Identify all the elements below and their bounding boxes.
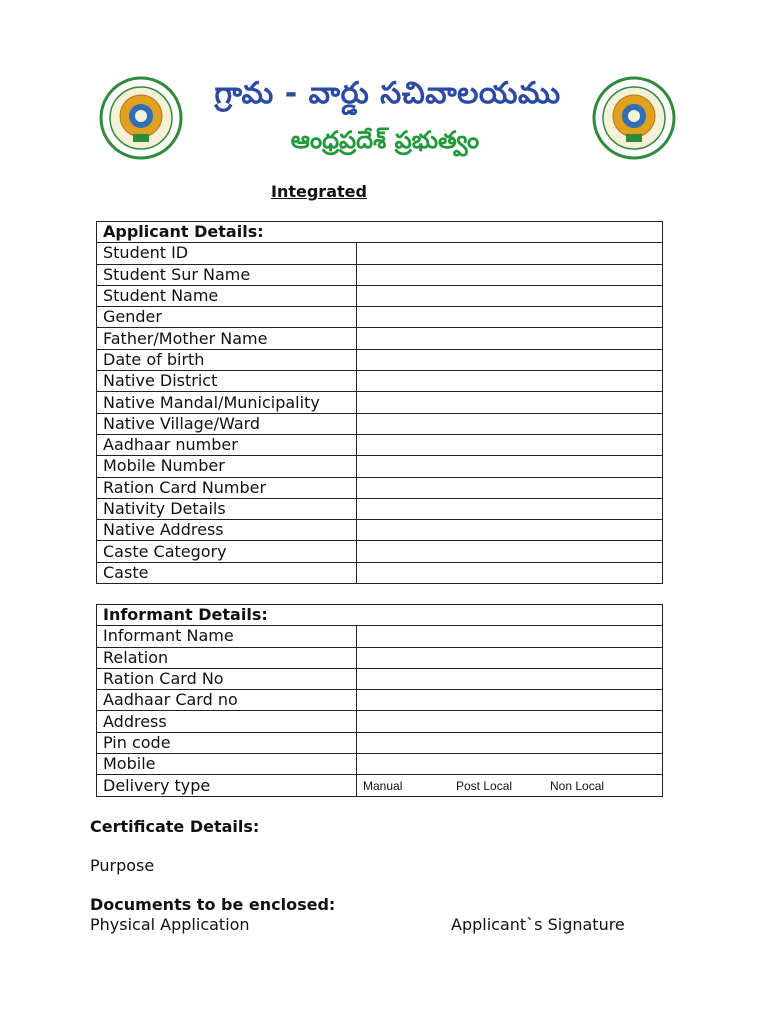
field-label: Native District — [97, 371, 357, 392]
field-value-cell[interactable] — [357, 371, 663, 392]
table-row — [97, 668, 663, 689]
field-value-cell[interactable] — [357, 307, 663, 328]
government-seal-icon — [592, 76, 676, 160]
field-label: Aadhaar number — [97, 434, 357, 455]
field-label: Father/Mother Name — [97, 328, 357, 349]
table-row — [97, 498, 663, 519]
field-value-cell[interactable] — [357, 434, 663, 455]
field-value-cell[interactable] — [357, 520, 663, 541]
table-row — [97, 264, 663, 285]
delivery-option[interactable]: Manual — [363, 778, 403, 793]
table-row — [97, 456, 663, 477]
field-label: Informant Name — [97, 626, 357, 647]
table-row — [97, 392, 663, 413]
field-label: Date of birth — [97, 349, 357, 370]
field-label: Native Mandal/Municipality — [97, 392, 357, 413]
field-label: Student Name — [97, 285, 357, 306]
purpose-label: Purpose — [90, 856, 155, 875]
table-row — [97, 626, 663, 647]
table-row — [97, 413, 663, 434]
field-label: Caste Category — [97, 541, 357, 562]
field-value-cell[interactable] — [357, 647, 663, 668]
table-row — [97, 562, 663, 583]
table-row — [97, 328, 663, 349]
field-value-cell[interactable] — [357, 264, 663, 285]
form-heading: Integrated — [271, 182, 367, 201]
field-value-cell[interactable] — [357, 349, 663, 370]
table-row — [97, 307, 663, 328]
field-label: Delivery type — [97, 775, 357, 796]
field-label: Mobile — [97, 754, 357, 775]
table-row — [97, 434, 663, 455]
signature-label: Applicant`s Signature — [451, 915, 625, 934]
delivery-type-options — [363, 776, 656, 796]
table-row — [97, 711, 663, 732]
field-label: Student ID — [97, 243, 357, 264]
government-seal-icon — [99, 76, 183, 160]
section-header-row — [97, 222, 663, 243]
delivery-option[interactable]: Post Local — [456, 778, 513, 793]
field-label: Ration Card No — [97, 668, 357, 689]
table-row — [97, 243, 663, 264]
field-label: Gender — [97, 307, 357, 328]
field-label: Caste — [97, 562, 357, 583]
table-row — [97, 541, 663, 562]
field-label: Native Village/Ward — [97, 413, 357, 434]
document-item: Physical Application — [90, 915, 250, 934]
table-row — [97, 647, 663, 668]
field-label: Address — [97, 711, 357, 732]
certificate-heading: Certificate Details: — [90, 817, 260, 836]
field-value-cell[interactable] — [357, 775, 663, 796]
table-row — [97, 477, 663, 498]
field-value-cell[interactable] — [357, 711, 663, 732]
table-row — [97, 775, 663, 796]
field-value-cell[interactable] — [357, 668, 663, 689]
field-value-cell[interactable] — [357, 498, 663, 519]
table-row — [97, 520, 663, 541]
table-row — [97, 754, 663, 775]
section-header-row — [97, 605, 663, 626]
table-row — [97, 690, 663, 711]
field-value-cell[interactable] — [357, 732, 663, 753]
table-row — [97, 732, 663, 753]
table-row — [97, 371, 663, 392]
field-value-cell[interactable] — [357, 754, 663, 775]
field-label: Nativity Details — [97, 498, 357, 519]
informant-section-title: Informant Details: — [97, 605, 663, 626]
field-value-cell[interactable] — [357, 456, 663, 477]
field-label: Ration Card Number — [97, 477, 357, 498]
field-value-cell[interactable] — [357, 243, 663, 264]
field-value-cell[interactable] — [357, 626, 663, 647]
field-value-cell[interactable] — [357, 562, 663, 583]
field-value-cell[interactable] — [357, 541, 663, 562]
field-value-cell[interactable] — [357, 477, 663, 498]
field-label: Mobile Number — [97, 456, 357, 477]
field-label: Relation — [97, 647, 357, 668]
field-label: Student Sur Name — [97, 264, 357, 285]
informant-details-table — [96, 604, 663, 797]
field-value-cell[interactable] — [357, 690, 663, 711]
table-row — [97, 349, 663, 370]
field-label: Pin code — [97, 732, 357, 753]
field-value-cell[interactable] — [357, 392, 663, 413]
field-value-cell[interactable] — [357, 328, 663, 349]
field-value-cell[interactable] — [357, 285, 663, 306]
letterhead-subtitle: ఆంధ్రప్రదేశ్ ప్రభుత్వం — [290, 126, 480, 154]
applicant-details-table — [96, 221, 663, 584]
field-value-cell[interactable] — [357, 413, 663, 434]
delivery-option[interactable]: Non Local — [550, 778, 605, 793]
table-row — [97, 285, 663, 306]
letterhead-title: గ్రామ - వార్డు సచివాలయము — [214, 76, 561, 111]
documents-heading: Documents to be enclosed: — [90, 895, 336, 914]
field-label: Native Address — [97, 520, 357, 541]
field-label: Aadhaar Card no — [97, 690, 357, 711]
applicant-section-title: Applicant Details: — [97, 222, 663, 243]
